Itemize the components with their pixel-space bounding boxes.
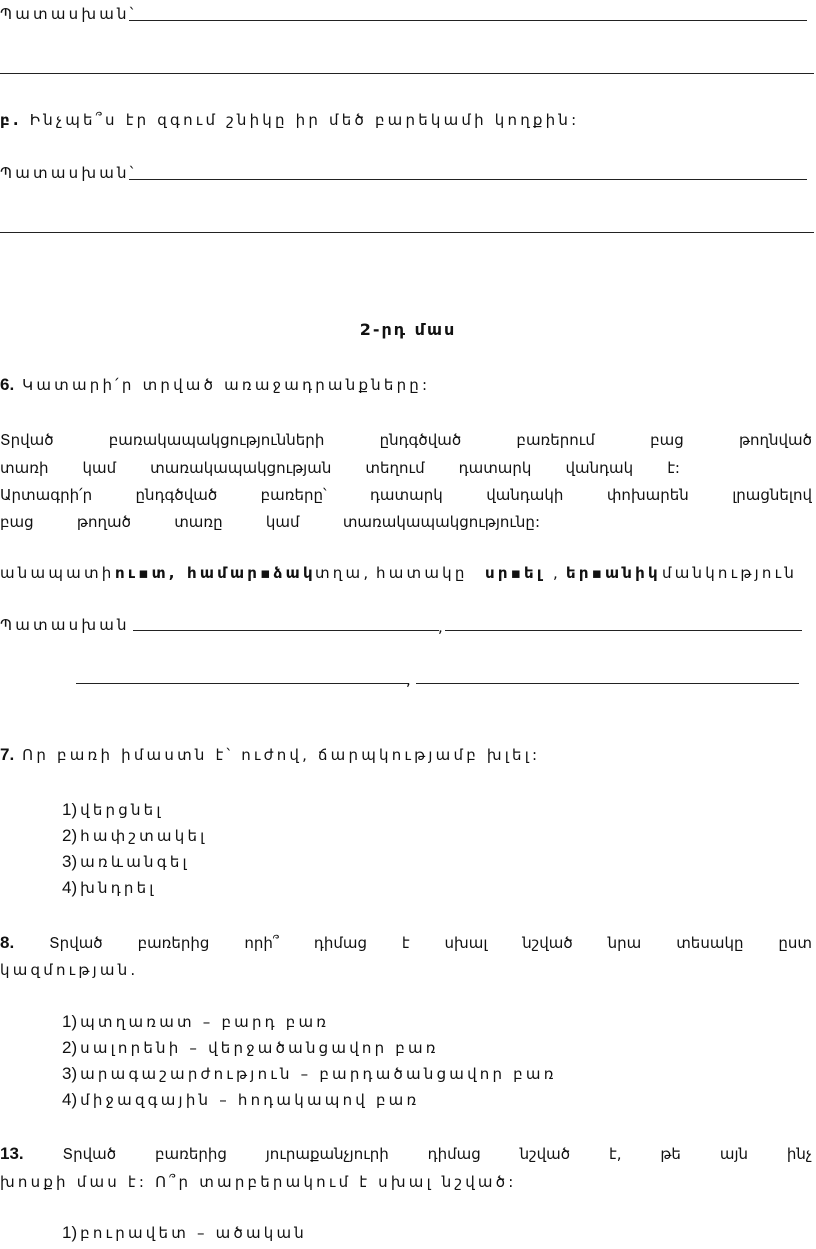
question-text: Տրված բառերից յուրաքանչյուրի դիմաց նշված է, թե այն ինչ <box>62 1145 812 1163</box>
instruction-line: Տրված բառակապակցությունների ընդգծված բառերում բաց թողնված <box>0 431 812 449</box>
phrase-text: մանկություն <box>662 564 798 582</box>
answer-line[interactable] <box>129 179 807 180</box>
phrase-text: , <box>553 564 561 582</box>
question-text: Կատարի՛ր տրված առաջադրանքները: <box>22 376 431 394</box>
option-2[interactable]: 2) սալորենի – վերջածանցավոր բառ <box>62 1038 439 1057</box>
question-7 <box>0 745 540 765</box>
instruction-line: բաց թողած տառը կամ տառակապակցությունը: <box>0 513 540 531</box>
underlined-word: եր▪անիկ <box>566 564 661 582</box>
underlined-word: համար▪ձակ <box>187 564 316 582</box>
phrase-text: տղա, <box>315 564 372 582</box>
answer-label: Պատասխան՝ <box>0 5 137 23</box>
answer-line[interactable] <box>0 73 814 74</box>
question-6 <box>0 375 430 395</box>
question-text-cont: կազմության. <box>0 961 139 979</box>
question-number: 8. <box>0 933 15 952</box>
question-letter: բ. <box>0 111 22 129</box>
question-number: 6. <box>0 375 15 394</box>
question-number: 7. <box>0 745 15 764</box>
answer-line[interactable] <box>445 630 802 631</box>
instruction-line: Արտագրի՛ր ընդգծված բառերը՝ դատարկ վանդակի փոխարեն լրացնելով <box>0 486 812 504</box>
underlined-word: ու▪տ, <box>115 564 178 582</box>
phrase-text: անապատի <box>0 564 115 582</box>
comma: , <box>406 671 414 689</box>
option-4[interactable]: 4) խնդրել <box>62 878 157 897</box>
underlined-word: սր▪ել <box>485 564 545 582</box>
instruction-line: տառի կամ տառակապակցության տեղում դատարկ վանդակ է: <box>0 459 680 477</box>
answer-line[interactable] <box>0 232 814 233</box>
option-2[interactable]: 2) հափշտակել <box>62 826 208 845</box>
section-title: 2-րդ մաս <box>359 320 457 339</box>
question-number: 13. <box>0 1144 24 1163</box>
answer-line[interactable] <box>416 683 799 684</box>
question-b <box>0 110 579 130</box>
option-1[interactable]: 1) պտղառատ – բարդ բառ <box>62 1012 330 1031</box>
question-text: Որ բառի իմաստն է՝ ուժով, ճարպկությամբ խլել: <box>22 746 541 764</box>
option-3[interactable]: 3) առևանգել <box>62 852 190 871</box>
answer-line[interactable] <box>129 20 807 21</box>
question-text: Ինչպե՞ս էր զգում շնիկը իր մեծ բարեկամի կողքին: <box>29 111 580 129</box>
question-text: Տրված բառերից որի՞ դիմաց է սխալ նշված նրա տեսակը ըստ <box>49 934 812 952</box>
option-1[interactable]: 1) վերցնել <box>62 800 164 819</box>
question-text-cont: խոսքի մաս է: Ո՞ր տարբերակում է սխալ նշված: <box>0 1173 517 1191</box>
comma: , <box>438 618 446 636</box>
option-3[interactable]: 3) արագաշարժություն – բարդածանցավոր բառ <box>62 1064 557 1083</box>
answer-line[interactable] <box>133 630 439 631</box>
answer-label: Պատասխան <box>0 616 130 634</box>
answer-line[interactable] <box>76 683 409 684</box>
phrase-text: հատակը <box>376 564 468 582</box>
option-4[interactable]: 4) միջազգային – հոդակապով բառ <box>62 1090 420 1109</box>
option-1[interactable]: 1) բուրավետ – ածական <box>62 1223 308 1242</box>
question-8 <box>0 933 812 953</box>
question-13 <box>0 1144 812 1164</box>
answer-label: Պատասխան՝ <box>0 164 137 182</box>
